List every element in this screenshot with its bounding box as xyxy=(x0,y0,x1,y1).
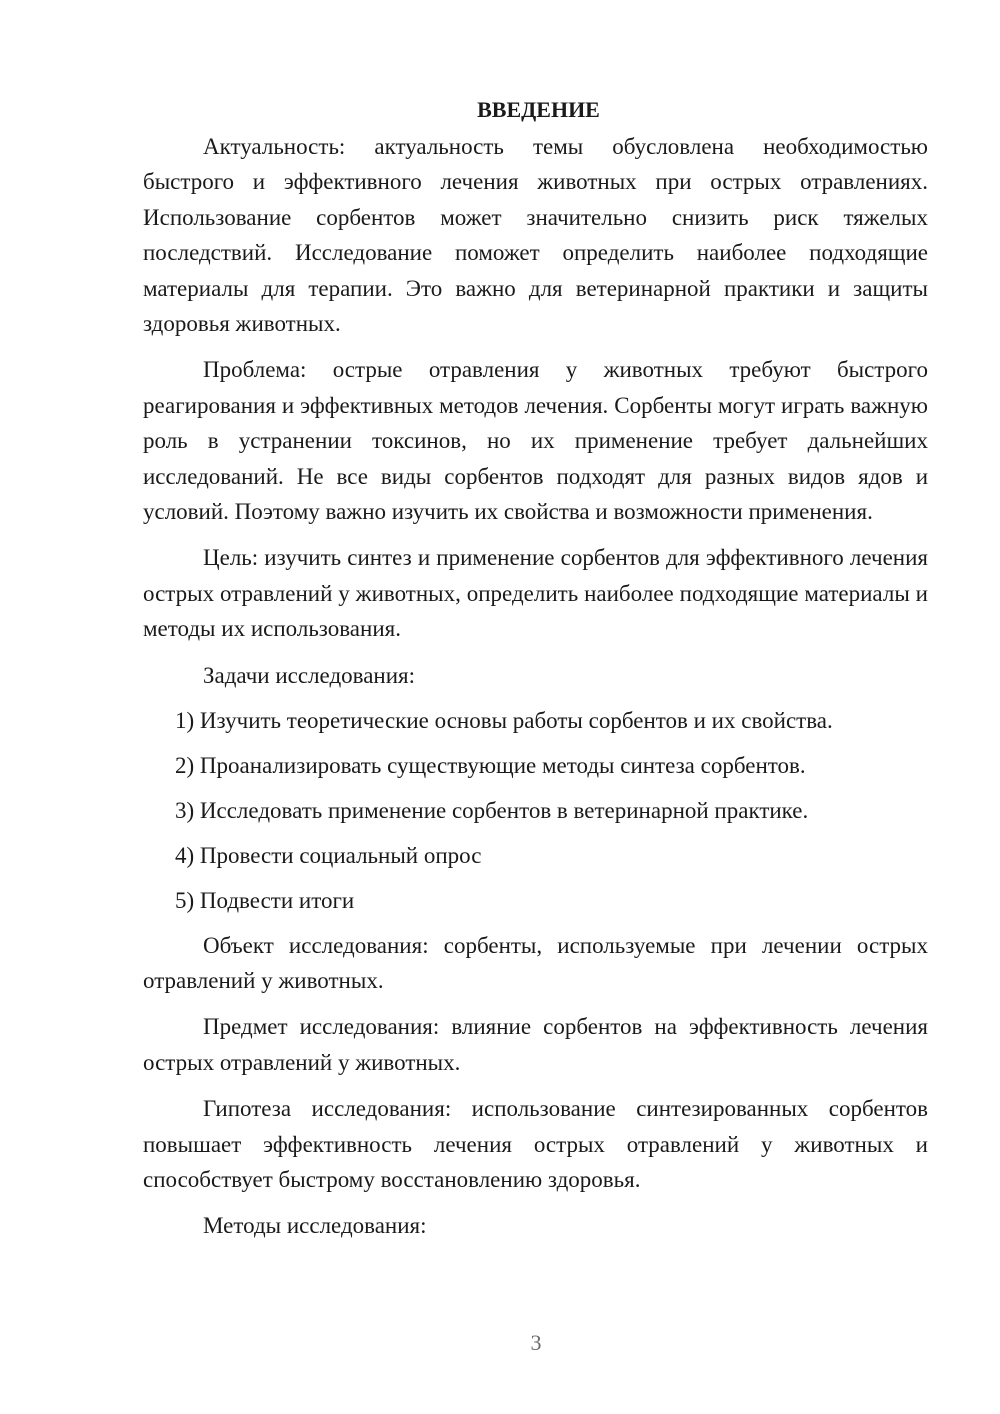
paragraph-relevance: Актуальность: актуальность темы обусловлена необходимостью быстрого и эффективного лечения животных при острых отравлениях. Использование сорбентов может значительно снизить риск тяжелых последствий. Исследование поможет определить наиболее подходящие материалы для терапии. Это важно для ветеринарной практики и защиты здоровья животных. xyxy=(143,134,928,337)
page-content xyxy=(143,92,928,1254)
paragraph-goal: Цель: изучить синтез и применение сорбентов для эффективного лечения острых отравлений у животных, определить наиболее подходящие материалы и методы их использования. xyxy=(143,545,928,642)
page-title: ВВЕДЕНИЕ xyxy=(477,97,600,122)
page-number: 3 xyxy=(530,1330,542,1355)
paragraph-problem: Проблема: острые отравления у животных требуют быстрого реагирования и эффективных методов лечения. Сорбенты могут играть важную роль в устранении токсинов, но их применение требует дальнейших исследований. Не все виды сорбентов подходят для разных видов ядов и условий. Поэтому важно изучить их свойства и возможности применения. xyxy=(143,357,928,525)
list-item: 2) Проанализировать существующие методы синтеза сорбентов. xyxy=(175,753,806,778)
paragraph-subject: Предмет исследования: влияние сорбентов на эффективность лечения острых отравлений у животных. xyxy=(143,1014,928,1075)
list-item: 4) Провести социальный опрос xyxy=(175,842,482,868)
paragraph-hypothesis: Гипотеза исследования: использование синтезированных сорбентов повышает эффективность лечения острых отравлений у животных и способствует быстрому восстановлению здоровья. xyxy=(143,1096,928,1193)
tasks-list xyxy=(143,703,928,918)
tasks-heading: Задачи исследования: xyxy=(203,662,416,688)
paragraph-object: Объект исследования: сорбенты, используемые при лечении острых отравлений у животных. xyxy=(143,932,928,994)
list-item: 5) Подвести итоги xyxy=(175,887,355,913)
list-item: 1) Изучить теоретические основы работы сорбентов и их свойства. xyxy=(175,708,833,734)
list-item: 3) Исследовать применение сорбентов в ветеринарной практике. xyxy=(175,797,809,823)
methods-heading: Методы исследования: xyxy=(203,1213,427,1239)
